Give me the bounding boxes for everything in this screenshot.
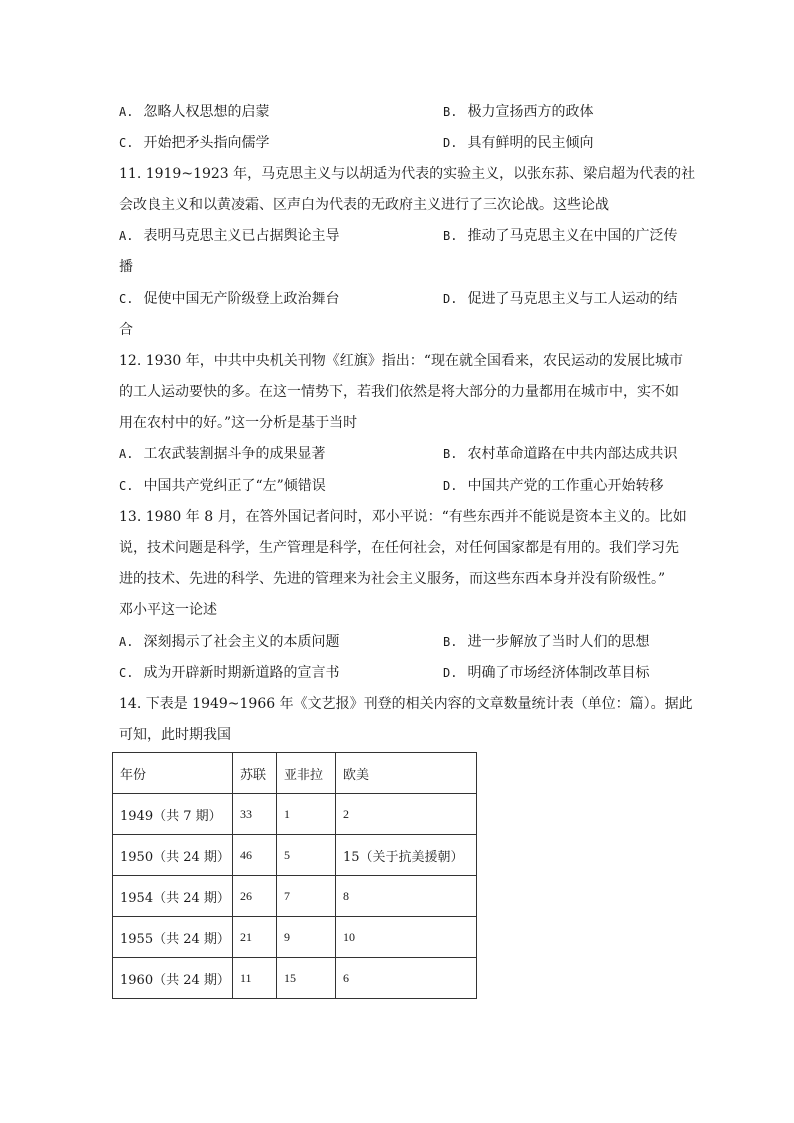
option-letter: A. xyxy=(119,635,134,649)
table-cell: 33 xyxy=(233,794,277,835)
q14-stem-line: 可知，此时期我国 xyxy=(119,727,231,743)
table-header-cell: 亚非拉 xyxy=(277,753,336,794)
table-cell: 9 xyxy=(277,917,336,958)
q11-option-c xyxy=(119,289,339,309)
table-cell: 5 xyxy=(277,835,336,876)
table-cell: 21 xyxy=(233,917,277,958)
table-cell: 10 xyxy=(336,917,477,958)
option-letter: C. xyxy=(119,666,134,680)
table-cell: 7 xyxy=(277,876,336,917)
table-header-cell: 年份 xyxy=(113,753,233,794)
q13-stem-line: 说，技术问题是科学，生产管理是科学，在任何社会，对任何国家都是有用的。我们学习先 xyxy=(119,540,679,556)
q11-stem-line: 11. 1919~1923 年，马克思主义与以胡适为代表的实验主义，以张东荪、梁启超为代表的社 xyxy=(119,166,696,182)
option-text: 极力宣扬西方的政体 xyxy=(467,104,594,120)
option-letter: C. xyxy=(119,136,134,150)
table-cell-year: 1949（共 7 期） xyxy=(113,794,233,835)
option-letter: C. xyxy=(119,292,134,306)
table-cell: 11 xyxy=(233,958,277,999)
q12-option-a xyxy=(119,444,325,464)
table-cell: 15（关于抗美援朝） xyxy=(336,835,477,876)
table-cell: 1 xyxy=(277,794,336,835)
option-text: 深刻揭示了社会主义的本质问题 xyxy=(143,634,340,650)
q11-option-d xyxy=(443,289,677,309)
table-row xyxy=(113,794,477,835)
q13-option-d xyxy=(443,663,649,683)
table-cell-year: 1955（共 24 期） xyxy=(113,917,233,958)
table-cell: 6 xyxy=(336,958,477,999)
option-letter: A. xyxy=(119,105,134,119)
option-text: 具有鲜明的民主倾向 xyxy=(467,135,594,151)
table-row xyxy=(113,876,477,917)
q12-stem-line: 用在农村中的好。”这一分析是基于当时 xyxy=(119,415,358,431)
option-letter: A. xyxy=(119,447,134,461)
option-text: 推动了马克思主义在中国的广泛传 xyxy=(467,228,678,244)
option-text: 农村革命道路在中共内部达成共识 xyxy=(467,446,678,462)
statistics-table xyxy=(112,752,477,999)
option-letter: D. xyxy=(443,136,458,150)
q11-stem-line: 会改良主义和以黄凌霜、区声白为代表的无政府主义进行了三次论战。这些论战 xyxy=(119,197,609,213)
table-row xyxy=(113,835,477,876)
option-letter: C. xyxy=(119,479,134,493)
q13-stem-line: 进的技术、先进的科学、先进的管理来为社会主义服务，而这些东西本身并没有阶级性。” xyxy=(119,571,666,587)
option-text: 工农武装割据斗争的成果显著 xyxy=(143,446,326,462)
option-letter: D. xyxy=(443,479,458,493)
table-cell: 15 xyxy=(277,958,336,999)
q14-stem-line: 14. 下表是 1949~1966 年《文艺报》刊登的相关内容的文章数量统计表（单位：篇）。据此 xyxy=(119,696,693,712)
option-letter: B. xyxy=(443,105,458,119)
option-text: 表明马克思主义已占据舆论主导 xyxy=(143,228,340,244)
table-row xyxy=(113,917,477,958)
q13-stem-line: 13. 1980 年 8 月，在答外国记者问时，邓小平说：“有些东西并不能说是资本主义的。比如 xyxy=(119,509,687,525)
q12-option-c xyxy=(119,476,326,496)
table-cell: 26 xyxy=(233,876,277,917)
q12-option-b xyxy=(443,444,677,464)
q10-option-c xyxy=(119,133,269,153)
q11-option-b xyxy=(443,226,677,246)
option-letter: B. xyxy=(443,229,458,243)
table-row xyxy=(113,958,477,999)
option-text: 明确了市场经济体制改革目标 xyxy=(467,665,650,681)
table-header-row xyxy=(113,753,477,794)
option-letter: A. xyxy=(119,229,134,243)
option-text: 成为开辟新时期新道路的宣言书 xyxy=(143,665,340,681)
q13-option-a xyxy=(119,632,339,652)
table-cell: 2 xyxy=(336,794,477,835)
option-letter: B. xyxy=(443,447,458,461)
option-letter: B. xyxy=(443,635,458,649)
option-text: 开始把矛头指向儒学 xyxy=(143,135,270,151)
q10-option-d xyxy=(443,133,593,153)
table-cell: 8 xyxy=(336,876,477,917)
option-text: 促使中国无产阶级登上政治舞台 xyxy=(143,291,340,307)
q11-option-a xyxy=(119,226,339,246)
option-text: 忽略人权思想的启蒙 xyxy=(143,104,270,120)
table-cell-year: 1954（共 24 期） xyxy=(113,876,233,917)
q10-option-b xyxy=(443,102,593,122)
table-cell: 46 xyxy=(233,835,277,876)
q11-option-d-wrap: 合 xyxy=(119,322,133,338)
q13-option-b xyxy=(443,632,649,652)
q13-stem-line: 邓小平这一论述 xyxy=(119,602,217,618)
table-header-cell: 欧美 xyxy=(336,753,477,794)
q13-option-c xyxy=(119,663,339,683)
table-cell-year: 1950（共 24 期） xyxy=(113,835,233,876)
option-text: 中国共产党纠正了“左”倾错误 xyxy=(143,478,326,494)
option-text: 进一步解放了当时人们的思想 xyxy=(467,634,650,650)
q11-option-b-wrap: 播 xyxy=(119,259,133,275)
option-letter: D. xyxy=(443,666,458,680)
q12-option-d xyxy=(443,476,663,496)
table-header-cell: 苏联 xyxy=(233,753,277,794)
option-text: 中国共产党的工作重心开始转移 xyxy=(467,478,664,494)
option-letter: D. xyxy=(443,292,458,306)
option-text: 促进了马克思主义与工人运动的结 xyxy=(467,291,678,307)
q12-stem-line: 12. 1930 年，中共中央机关刊物《红旗》指出：“现在就全国看来，农民运动的发展比城市 xyxy=(119,353,683,369)
q10-option-a xyxy=(119,102,269,122)
q12-stem-line: 的工人运动要快的多。在这一情势下，若我们依然是将大部分的力量都用在城市中，实不如 xyxy=(119,384,679,400)
table-cell-year: 1960（共 24 期） xyxy=(113,958,233,999)
